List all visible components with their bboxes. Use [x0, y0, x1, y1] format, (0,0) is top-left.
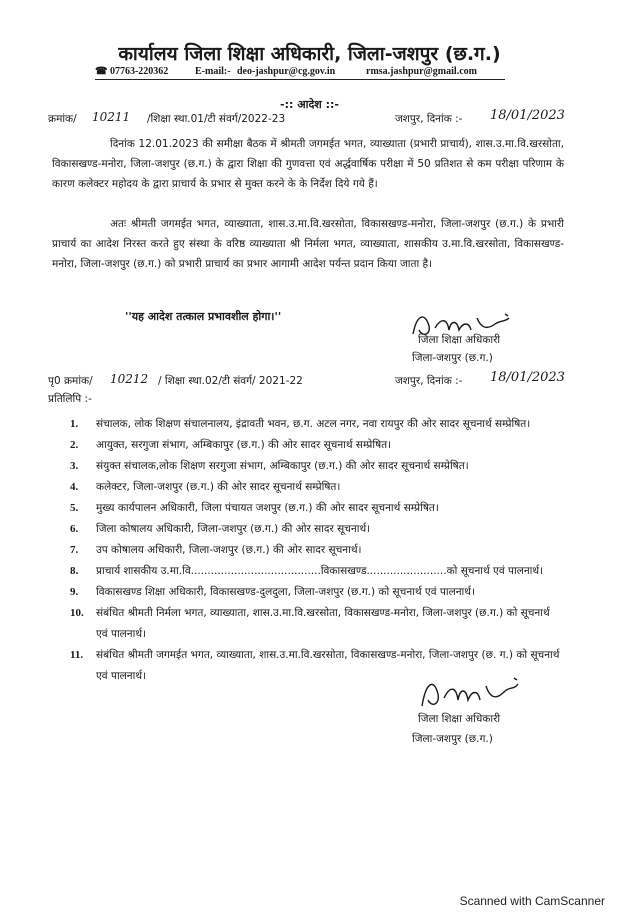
list-item: 3. संयुक्त संचालक,लोक शिक्षण सरगुजा संभाग, अम्बिकापुर (छ.ग.) की ओर सादर सूचनार्थ सम्प्रेषित।: [70, 460, 469, 472]
list-item: 7. उप कोषालय अधिकारी, जिला-जशपुर (छ.ग.) की ओर सादर सूचनार्थ।: [70, 544, 362, 556]
list-item: 11. संबंधित श्रीमती जगमईत भगत, व्याख्याता, शास.उ.मा.वि.खरसोता, विकासखण्ड-मनोरा, जिला-जशपुर (छ. ग.) को सूचनार्थ एवं पालनार्थ।: [70, 649, 560, 682]
list-item: 4. कलेक्टर, जिला-जशपुर (छ.ग.) की ओर सादर सूचनार्थ सम्प्रेषित।: [70, 481, 341, 493]
signature-1-designation: जिला शिक्षा अधिकारी: [418, 334, 501, 346]
order-number-label: क्रमांक/: [48, 113, 77, 125]
endorsement-place-date-label: जशपुर, दिनांक :-: [395, 375, 463, 387]
signature-1-district: जिला-जशपुर (छ.ग.): [412, 352, 493, 364]
list-item: 10. संबंधित श्रीमती निर्मला भगत, व्याख्याता, शास.उ.मा.वि.खरसोता, विकासखण्ड-मनोरा, जिला-जशपुर (छ.ग.) को सूचनार्थ एवं पालनार्थ।: [70, 607, 550, 640]
list-item: 2. आयुक्त, सरगुजा संभाग, अम्बिकापुर (छ.ग.) की ओर सादर सूचनार्थ सम्प्रेषित।: [70, 439, 392, 451]
email-primary: deo-jashpur@cg.gov.in: [237, 66, 336, 77]
order-paragraph-2: अतः श्रीमती जगमईत भगत, व्याख्याता, शास.उ.मा.वि.खरसोता, विकासखण्ड-मनोरा, जिला-जशपुर (छ.ग.) के प्रभारी प्राचार्य का आदेश निरस्त करते हुए संस्था के वरिष्ठ व्याख्याता श्री निर्मला भगत, व्याख्याता, शासकीय उ.मा.वि.खरसोता, विकासखण्ड-मनोरा, जिला-जशपुर (छ.ग.) को प्रभारी प्राचार्य का प्रभार आगामी आदेश पर्यन्त प्रदान किया जाता है।: [52, 218, 564, 270]
list-item: 5. मुख्य कार्यपालन अधिकारी, जिला पंचायत जशपुर (छ.ग.) की ओर सादर सूचनार्थ सम्प्रेषित।: [70, 502, 439, 514]
order-number: 10211: [92, 110, 131, 124]
signature-2-district: जिला-जशपुर (छ.ग.): [412, 733, 493, 745]
list-item: 8. प्राचार्य शासकीय उ.मा.वि.......................................विकासखण्ड........................को सूचनार्थ एवं पालनार्थ।: [70, 565, 544, 577]
endorsement-number: 10212: [110, 372, 149, 386]
email-secondary: rmsa.jashpur@gmail.com: [366, 66, 477, 77]
copy-to-label: प्रतिलिपि :-: [48, 393, 92, 405]
signature-2-designation: जिला शिक्षा अधिकारी: [418, 713, 501, 725]
order-paragraph-1: दिनांक 12.01.2023 की समीक्षा बैठक में श्रीमती जगमईत भगत, व्याख्याता (प्रभारी प्राचार्य), शास.उ.मा.वि.खरसोता, विकासखण्ड-मनोरा, जिला-जशपुर (छ.ग.) के द्वारा शिक्षा की गुणवत्ता एवं अर्द्धवार्षिक परीक्षा में 50 प्रतिशत से कम परीक्षा परिणाम के कारण कलेक्टर महोदय के द्वारा प्राचार्य के प्रभार से मुक्त करने के के निर्देश दिये गये हैं।: [52, 138, 564, 190]
office-title: कार्यालय जिला शिक्षा अधिकारी, जिला-जशपुर (छ.ग.): [118, 43, 501, 65]
list-item: 6. जिला कोषालय अधिकारी, जिला-जशपुर (छ.ग.) की ओर सादर सूचनार्थ।: [70, 523, 371, 535]
phone-number: ☎ 07763-220362: [95, 66, 169, 77]
endorsement-number-label: पृ0 क्रमांक/: [48, 375, 93, 387]
order-date: 18/01/2023: [490, 108, 565, 123]
list-item: 1. संचालक, लोक शिक्षण संचालनालय, इंद्रावती भवन, छ.ग. अटल नगर, नवा रायपुर की ओर सादर सूचनार्थ सम्प्रेषित।: [70, 418, 531, 430]
email-label: E-mail:-: [195, 66, 231, 77]
order-file-ref: /शिक्षा स्था.01/टी संवर्ग/2022-23: [147, 113, 286, 125]
list-item: 9. विकासखण्ड शिक्षा अधिकारी, विकासखण्ड-दुलदुला, जिला-जशपुर (छ.ग.) को सूचनार्थ एवं पालनार्थ।: [70, 586, 475, 598]
endorsement-date: 18/01/2023: [490, 370, 565, 385]
order-effect-note: ''यह आदेश तत्काल प्रभावशील होगा।'': [125, 310, 282, 323]
endorsement-file-ref: / शिक्षा स्था.02/टी संवर्ग/ 2021-22: [158, 375, 303, 387]
header-divider: [95, 79, 505, 80]
scanner-watermark: Scanned with CamScanner: [459, 894, 605, 908]
signature-2: [412, 672, 532, 712]
copy-recipient-list: [70, 414, 560, 687]
order-heading: -:: आदेश ::-: [280, 98, 339, 111]
order-place-date-label: जशपुर, दिनांक :-: [395, 113, 463, 125]
